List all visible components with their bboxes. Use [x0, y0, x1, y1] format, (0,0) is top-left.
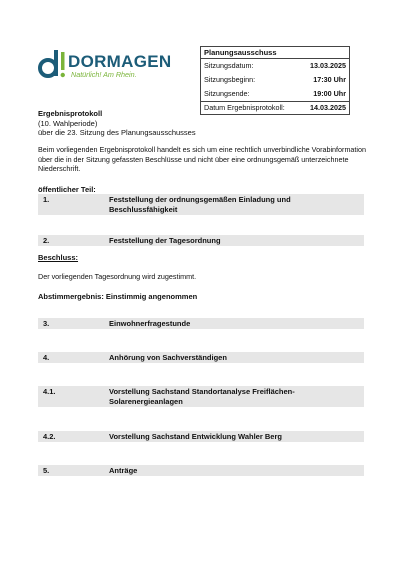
agenda-number: 4.1.: [43, 387, 56, 396]
agenda-number: 1.: [43, 195, 50, 204]
session-info-box: [200, 46, 350, 115]
agenda-title: Feststellung der Tagesordnung: [109, 236, 221, 245]
agenda-number: 4.: [43, 353, 50, 362]
agenda-title: Einwohnerfragestunde: [109, 319, 191, 328]
agenda-title: Anträge: [109, 466, 138, 475]
info-value: 17:30 Uhr: [313, 75, 346, 84]
agenda-item: [38, 352, 364, 363]
info-value: 19:00 Uhr: [313, 89, 346, 98]
info-value: 14.03.2025: [310, 103, 346, 112]
info-row-start: [201, 73, 349, 87]
info-row-date: [201, 59, 349, 73]
dormagen-logo-mark-icon: [38, 48, 66, 82]
logo-tagline: Natürlich! Am Rhein.: [71, 70, 137, 79]
agenda-number: 5.: [43, 466, 50, 475]
info-value: 13.03.2025: [310, 61, 346, 70]
agenda-title: Feststellung der ordnungsgemäßen Einladung und Beschlussfähigkeit: [109, 195, 291, 214]
info-row-end: [201, 87, 349, 101]
agenda-item: [38, 194, 364, 215]
beschluss-label: Beschluss:: [38, 253, 79, 262]
committee-title: Planungsausschuss: [201, 47, 349, 59]
election-period: (10. Wahlperiode): [38, 118, 98, 128]
public-section-label: öffentlicher Teil:: [38, 185, 96, 194]
info-label: Datum Ergebnisprotokoll:: [204, 103, 285, 112]
agenda-title: Vorstellung Sachstand Standortanalyse Freiflächen-Solarenergieanlagen: [109, 387, 295, 406]
info-label: Sitzungsende:: [204, 89, 250, 98]
agenda-number: 4.2.: [43, 432, 56, 441]
dormagen-logo: [38, 48, 172, 84]
agenda-number: 3.: [43, 319, 50, 328]
info-label: Sitzungsdatum:: [204, 61, 254, 70]
logo-name: DORMAGEN: [68, 52, 172, 71]
document-title: Ergebnisprotokoll: [38, 109, 103, 118]
agenda-item: [38, 465, 364, 476]
agenda-title: Vorstellung Sachstand Entwicklung Wahler Berg: [109, 432, 282, 441]
vote-result: Abstimmergebnis: Einstimmig angenommen: [38, 292, 198, 301]
agenda-number: 2.: [43, 236, 50, 245]
beschluss-text: Der vorliegenden Tagesordnung wird zugestimmt.: [38, 272, 197, 281]
agenda-item: [38, 386, 364, 407]
agenda-item: [38, 431, 364, 442]
document-heading: [38, 109, 368, 138]
agenda-title: Anhörung von Sachverständigen: [109, 353, 227, 362]
intro-paragraph: Beim vorliegenden Ergebnisprotokoll handelt es sich um eine rechtlich unverbindliche Vorabinformation über die in der Sitzung gefassten Beschlüsse und nicht über eine ordnungsgemäß unterzeichnete Niederschrift.: [38, 145, 367, 174]
agenda-item: [38, 235, 364, 246]
info-label: Sitzungsbeginn:: [204, 75, 256, 84]
agenda-item: [38, 318, 364, 329]
session-description: über die 23. Sitzung des Planungsausschusses: [38, 128, 196, 137]
